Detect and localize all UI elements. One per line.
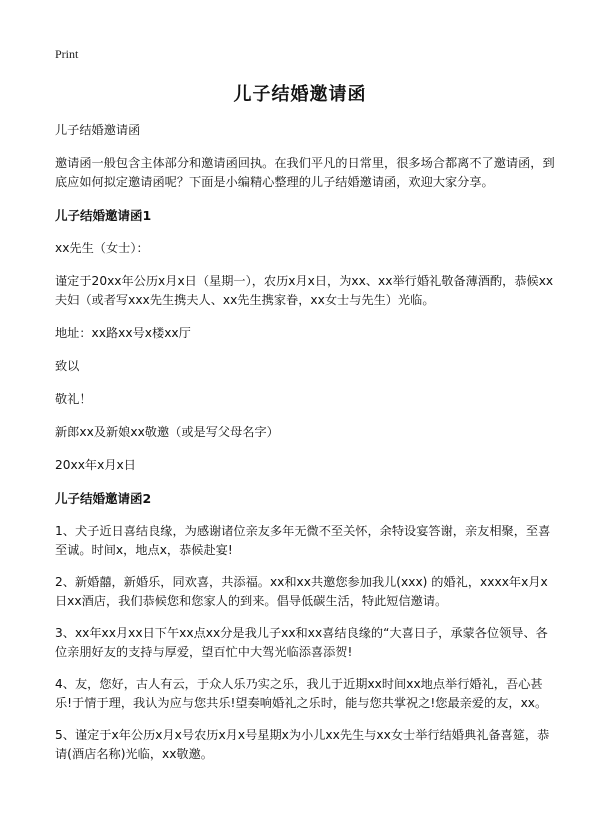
letter2-item-2: 2、新婚囍，新婚乐，同欢喜，共添福。xx和xx共邀您参加我儿(xxx) 的婚礼，xxxx年x月x日xx酒店，我们恭候您和您家人的到来。倡导低碳生活，特此短信邀请。 [55, 575, 548, 608]
letter2-heading: 儿子结婚邀请函2 [55, 491, 152, 506]
letter1-body: 谨定于20xx年公历x月x日（星期一），农历x月x日，为xx、xx举行婚礼敬备薄酒酌，恭候xx夫妇（或者写xxx先生携夫人、xx先生携家眷，xx女士与先生）光临。 [55, 274, 554, 307]
letter1-greeting: xx先生（女士）： [55, 241, 149, 255]
letter2-item-5: 5、谨定于x年公历x月x号农历x月x号星期x为小儿xx先生与xx女士举行结婚典礼备喜筵，恭请(酒店名称)光临，xx敬邀。 [55, 728, 550, 761]
page-title: 儿子结婚邀请函 [233, 84, 367, 105]
intro-subtitle: 儿子结婚邀请函 [55, 123, 141, 137]
letter2-item-1: 1、犬子近日喜结良缘，为感谢诸位亲友多年无微不至关怀，余特设宴答谢，亲友相聚，至喜至诚。时间x，地点x，恭候赴宴! [55, 524, 551, 557]
letter1-signature: 新郎xx及新娘xx敬邀（或是写父母名字） [55, 425, 279, 439]
print-label: Print [55, 47, 79, 61]
letter1-address: 地址：xx路xx号x楼xx厅 [55, 326, 191, 340]
intro-paragraph: 邀请函一般包含主体部分和邀请函回执。在我们平凡的日常里，很多场合都离不了邀请函，到底应如何拟定邀请函呢？下面是小编精心整理的儿子结婚邀请函，欢迎大家分享。 [55, 156, 555, 189]
letter1-closing1: 致以 [55, 359, 80, 373]
document-body [55, 121, 555, 777]
letter1-heading: 儿子结婚邀请函1 [55, 208, 152, 223]
letter1-closing2: 敬礼！ [55, 392, 92, 406]
letter2-item-4: 4、友，您好，古人有云，于众人乐乃实之乐，我儿于近期xx时间xx地点举行婚礼，吾心甚乐!于情于理，我认为应与您共乐!望奏响婚礼之乐时，能与您共掌祝之!您最亲爱的友，xx。 [55, 677, 548, 710]
letter1-date: 20xx年x月x日 [55, 458, 136, 472]
letter2-item-3: 3、xx年xx月xx日下午xx点xx分是我儿子xx和xx喜结良缘的“大喜日子，承蒙各位领导、各位亲朋好友的支持与厚爱，望百忙中大驾光临添喜添贺! [55, 626, 548, 659]
